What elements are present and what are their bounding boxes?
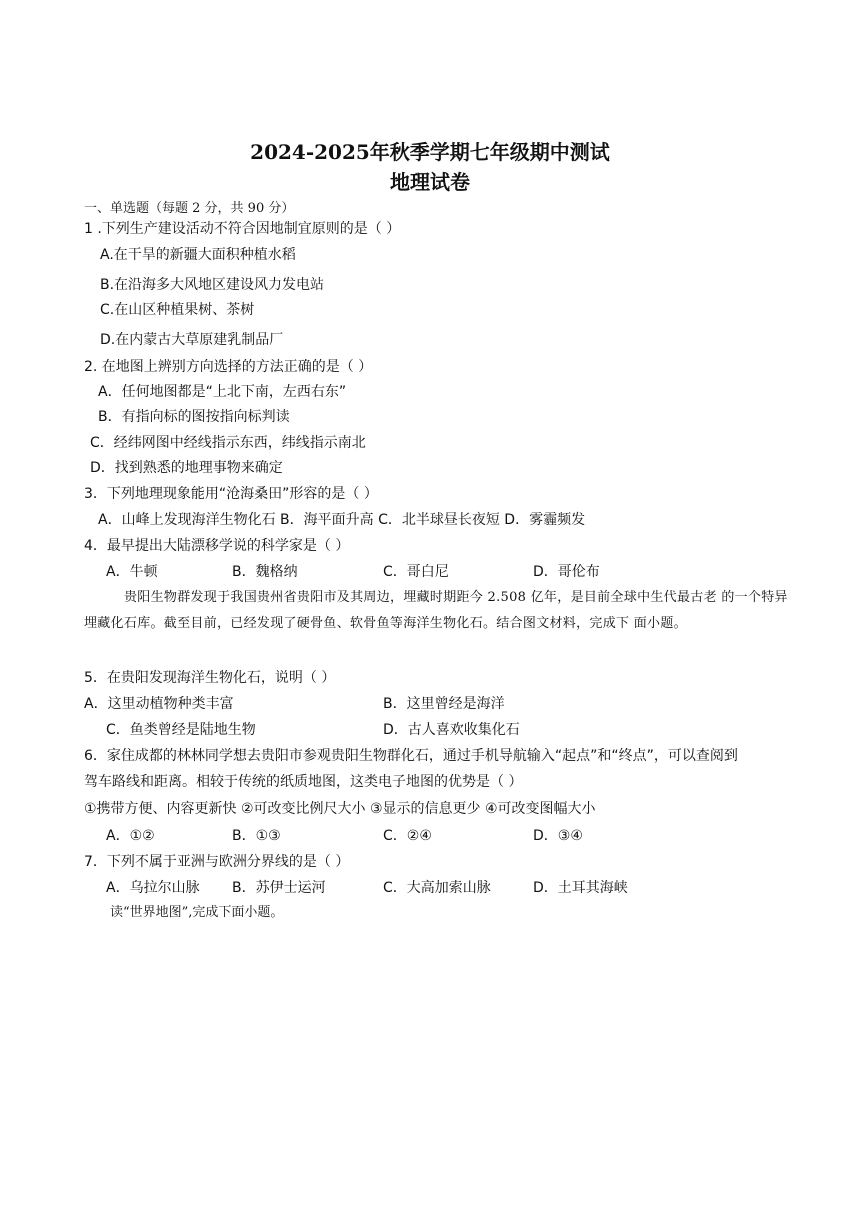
question-3-options: A．山峰上发现海洋生物化石 B．海平面升高 C．北半球昼长夜短 D．雾霾频发 [98,512,586,528]
question-4-option-b: B．魏格纳 [232,564,298,580]
question-2-option-a: A．任何地图都是“上北下南，左西右东” [98,384,347,400]
question-2-option-b: B．有指向标的图按指向标判读 [98,409,290,425]
question-5-option-a: A．这里动植物种类丰富 [84,696,234,712]
question-4-option-d: D．哥伦布 [533,564,600,580]
question-4-stem: 4．最早提出大陆漂移学说的科学家是（ ） [84,538,350,554]
question-7-option-c: C．大高加索山脉 [383,880,491,896]
question-5-option-c: C．鱼类曾经是陆地生物 [106,722,256,738]
question-2-option-d: D．找到熟悉的地理事物来确定 [90,460,283,476]
section-heading: 一、单选题（每题 2 分，共 90 分） [84,201,295,216]
question-5-option-d: D．古人喜欢收集化石 [383,722,520,738]
question-6-option-c: C．②④ [383,828,432,844]
question-5-option-b: B．这里曾经是海洋 [383,696,505,712]
question-6-stem-line-1: 6．家住成都的林林同学想去贵阳市参观贵阳生物群化石，通过手机导航输入“起点”和“终点”，可以查阅到 [84,748,738,764]
question-7-option-a: A．乌拉尔山脉 [106,880,200,896]
question-4-option-a: A．牛顿 [106,564,158,580]
question-6-statements: ①携带方便、内容更新快 ②可改变比例尺大小 ③显示的信息更少 ④可改变图幅大小 [84,801,596,817]
question-1-option-b: B.在沿海多大风地区建设风力发电站 [100,277,325,293]
question-2-option-c: C．经纬网图中经线指示东西，纬线指示南北 [90,435,366,451]
question-7-option-d: D．土耳其海峡 [533,880,628,896]
map-intro: 读“世界地图”,完成下面小题。 [110,905,284,920]
question-7-option-b: B．苏伊士运河 [232,880,326,896]
question-6-option-b: B．①③ [232,828,281,844]
question-6-option-a: A．①② [106,828,155,844]
exam-title: 2024-2025年秋季学期七年级期中测试 [250,140,610,164]
question-1-stem: 1 .下列生产建设活动不符合因地制宜原则的是（ ） [84,221,401,237]
question-2-stem: 2. 在地图上辨别方向选择的方法正确的是（ ） [84,359,373,375]
question-6-stem-line-2: 驾车路线和距离。相较于传统的纸质地图，这类电子地图的优势是（ ） [84,774,523,790]
question-7-stem: 7．下列不属于亚洲与欧洲分界线的是（ ） [84,854,350,870]
reading-passage: 贵阳生物群发现于我国贵州省贵阳市及其周边，埋藏时期距今 2.508 亿年，是目前全球中生代最古老 的一个特异埋藏化石库。截至目前，已经发现了硬骨鱼、软骨鱼等海洋生物化石。结合图文材料，完成下 面小题。 [84,590,788,631]
question-3-stem: 3．下列地理现象能用“沧海桑田”形容的是（ ） [84,486,378,502]
exam-subtitle: 地理试卷 [390,170,470,194]
question-1-option-c: C.在山区种植果树、茶树 [100,302,255,318]
question-5-stem: 5．在贵阳发现海洋生物化石，说明（ ） [84,670,336,686]
question-1-option-d: D.在内蒙古大草原建乳制品厂 [100,332,284,348]
question-4-option-c: C．哥白尼 [383,564,449,580]
question-6-option-d: D．③④ [533,828,583,844]
question-1-option-a: A.在干旱的新疆大面积种植水稻 [100,247,296,263]
